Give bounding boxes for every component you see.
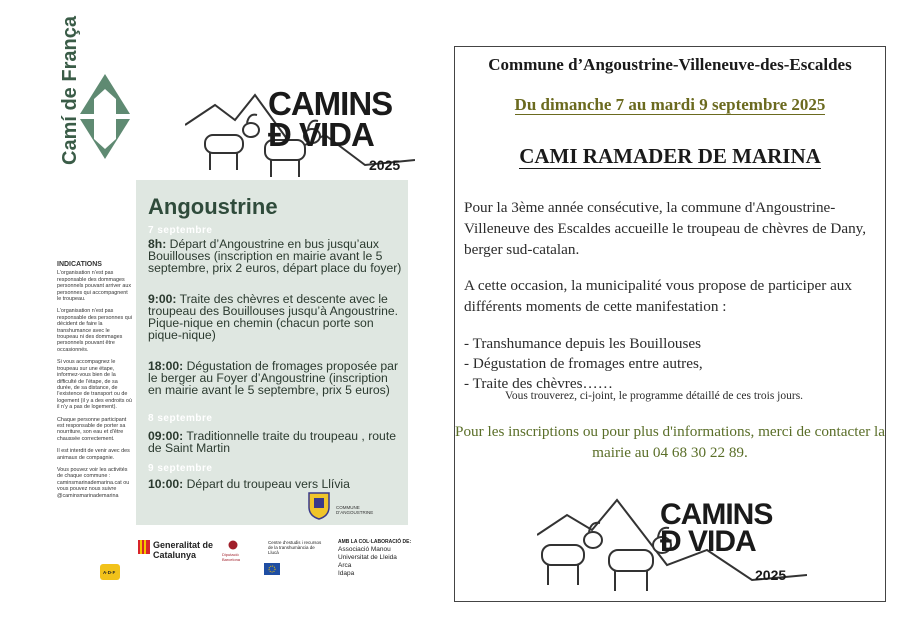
brand-year: 2025: [369, 157, 401, 173]
list-item: - Traite des chèvres……: [464, 375, 613, 392]
cami-de-franca-text: Camí de França: [59, 16, 81, 165]
event-dates: Du dimanche 7 au mardi 9 septembre 2025: [514, 95, 826, 114]
commune-name: Commune d’Angoustrine-Villeneuve-des-Escaldes: [488, 55, 852, 74]
indication-text: Chaque personne participant est responsable de porter sa nourriture, son eau et d’être chaussée correctement.: [57, 416, 127, 442]
goat-icon: [205, 115, 259, 170]
intro-paragraph: Pour la 3ème année consécutive, la commune d'Angoustrine-Villeneuve des Escaldes accueille le troupeau de chèvres de Dany, berger sud-catalan.: [464, 199, 867, 258]
location-title: Angoustrine: [148, 194, 278, 219]
program-panel: [136, 180, 408, 525]
colab-list: Associació Manou Universitat de Lleida Arca Idapa: [338, 546, 397, 577]
contact-info: Pour les inscriptions ou pour plus d'informations, merci de contacter la mairie au 04 68 30 22 89.: [455, 423, 886, 461]
indication-text: L’organisation n’est pas responsable des personnes qui décident de faire la transhumance avec le troupeau ni des dommages personnels pouvant être occasionnés.: [57, 308, 132, 353]
day-label: 9 septembre: [148, 463, 213, 474]
brand-camins: CAMINS: [268, 85, 393, 122]
day-label: 8 septembre: [148, 413, 213, 424]
brand-vida: Đ VIDA: [268, 116, 374, 153]
day-label: 7 septembre: [148, 225, 213, 236]
indication-text: Vous pouvez voir les activités de chaque commune : caminsmarinademarina.cat ou vous pouvez nous suivre @caminsmarinademarina: [57, 466, 130, 499]
goat-icon: [542, 523, 602, 585]
event: 18:00: Dégustation de fromages proposée par le berger au Foyer d’Angoustrine (inscription en mairie avant le 5 septembre, prix 5 euros): [148, 359, 399, 397]
activity-list: [464, 334, 879, 394]
colab-heading: AMB LA COL·LABORACIÓ DE:: [338, 539, 412, 545]
centre-label: Centre d’estudis i recursos de la transhumància de Llucà: [268, 540, 322, 555]
list-item: - Transhumance depuis les Bouillouses: [464, 335, 702, 352]
event: 9:00: Traite des chèvres et descente avec le troupeau des Bouillouses jusqu’à Angoustrine. Pique-nique en chemin (chacun porte son pique-nique): [148, 292, 399, 342]
left-flyer: [50, 16, 430, 600]
partner-commune-label: COMMUNE D’ANGOUSTRINE: [336, 505, 374, 515]
event: 10:00: Départ du troupeau vers Llívia: [148, 477, 350, 491]
program-note: Vous trouverez, ci-joint, le programme détaillé de ces trois jours.: [505, 390, 804, 402]
indications-heading: INDICATIONS: [57, 261, 102, 268]
event: 09:00: Traditionnelle traite du troupeau , route de Saint Martin: [148, 429, 396, 455]
angoustrine-crest-icon: [306, 490, 332, 520]
generalitat-icon: [138, 540, 150, 554]
generalitat-label: Generalitat de Catalunya: [153, 540, 214, 560]
brand-camins: CAMINS: [660, 498, 773, 531]
diputacio-label: Diputació Barcelona: [222, 552, 241, 562]
invite-paragraph: A cette occasion, la municipalité vous propose de participer aux différents moments de cette manifestation :: [464, 277, 852, 315]
brand-vida: Đ VIDA: [660, 525, 756, 558]
list-item: - Dégustation de fromages entre autres,: [464, 355, 703, 372]
indication-text: Si vous accompagnez le troupeau sur une étape, informez-vous bien de la difficulté de l’étape, de sa durée, de sa distance, de l’existence de transport ou de logement (il y a des endroits où il n’y a pas de logement).: [57, 359, 132, 411]
diputacio-icon: [228, 540, 238, 550]
partner-logos: [50, 538, 430, 598]
event: 8h: Départ d’Angoustrine en bus jusqu’aux Bouillouses (inscription en mairie avant le 5 septembre, prix 2 euros, départ place du foyer): [148, 237, 402, 275]
right-flyer: [454, 46, 886, 602]
indication-text: Il est interdit de venir avec des animaux de compagnie.: [57, 448, 130, 461]
adf-label: A·D·F: [103, 570, 116, 575]
event-title: CAMI RAMADER DE MARINA: [519, 144, 821, 168]
brand-year: 2025: [755, 567, 787, 583]
indications-sidebar: [57, 262, 132, 505]
europe-flag-icon: [264, 563, 280, 575]
indication-text: L’organisation n’est pas responsable des dommages personnels pouvant arriver aux personnes qui accompagnent le troupeau.: [57, 270, 132, 303]
